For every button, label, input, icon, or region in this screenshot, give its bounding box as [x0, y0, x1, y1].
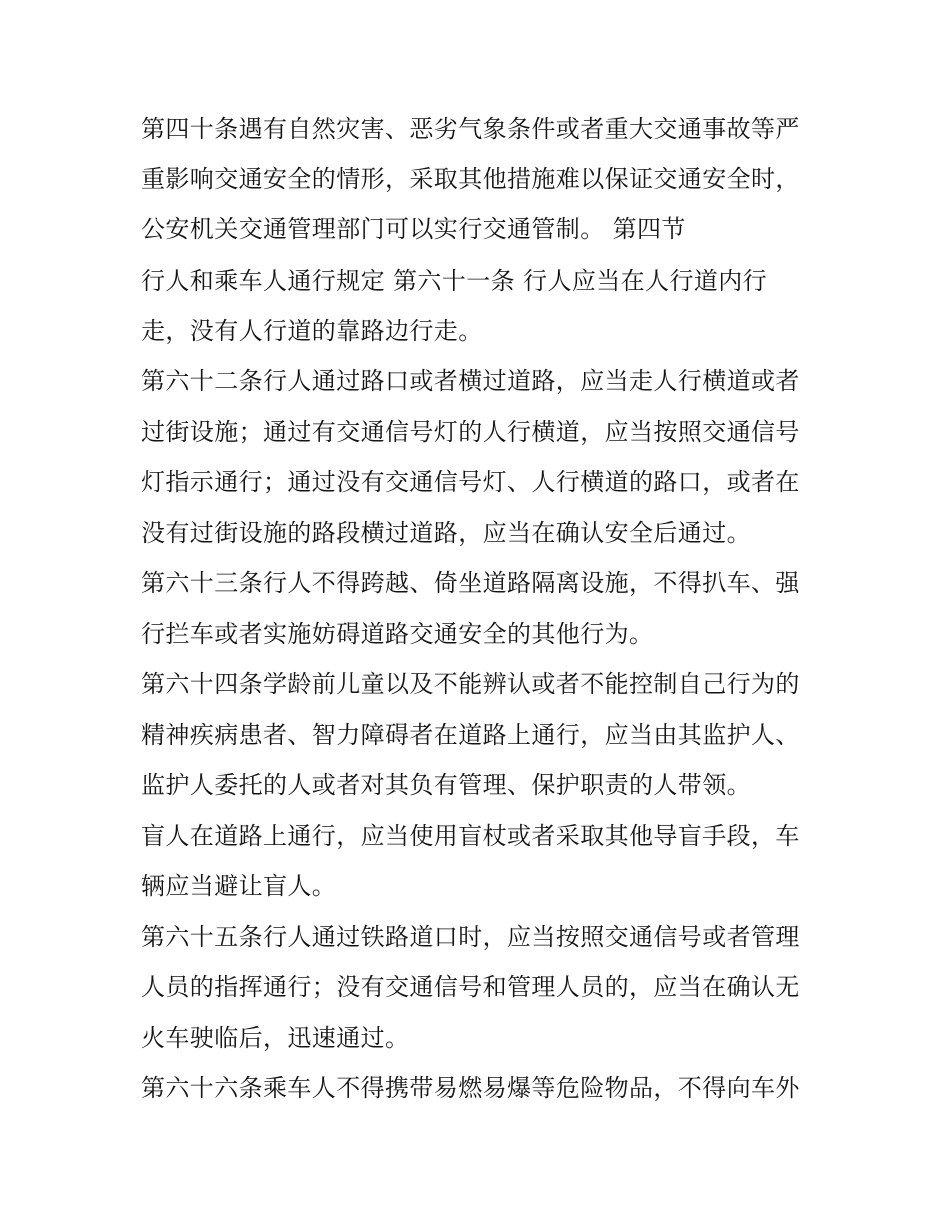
text-line: 公安机关交通管理部门可以实行交通管制。 第四节	[141, 215, 686, 243]
text-line: 第六十三条行人不得跨越、倚坐道路隔离设施，不得扒车、强	[141, 569, 800, 597]
text-line: 重影响交通安全的情形，采取其他措施难以保证交通安全时，	[141, 165, 800, 193]
text-line: 盲人在道路上通行，应当使用盲杖或者采取其他导盲手段，车	[141, 822, 800, 850]
text-line: 第六十二条行人通过路口或者横过道路，应当走人行横道或者	[141, 367, 800, 395]
text-line: 走，没有人行道的靠路边行走。	[141, 317, 483, 345]
text-line: 行拦车或者实施妨碍道路交通安全的其他行为。	[141, 620, 654, 648]
text-line: 行人和乘车人通行规定 第六十一条 行人应当在人行道内行	[141, 267, 768, 295]
text-line: 第六十五条行人通过铁路道口时，应当按照交通信号或者管理	[141, 923, 800, 951]
text-line: 辆应当避让盲人。	[141, 872, 337, 900]
text-line: 没有过街设施的路段横过道路，应当在确认安全后通过。	[141, 519, 751, 547]
text-line: 第六十四条学龄前儿童以及不能辨认或者不能控制自己行为的	[141, 670, 800, 698]
text-line: 火车驶临后，迅速通过。	[141, 1024, 410, 1052]
text-line: 过街设施；通过有交通信号灯的人行横道，应当按照交通信号	[141, 418, 800, 446]
text-line: 第六十六条乘车人不得携带易燃易爆等危险物品，不得向车外	[141, 1074, 800, 1102]
text-line: 精神疾病患者、智力障碍者在道路上通行，应当由其监护人、	[141, 721, 800, 749]
text-line: 第四十条遇有自然灾害、恶劣气象条件或者重大交通事故等严	[141, 115, 800, 143]
text-line: 监护人委托的人或者对其负有管理、保护职责的人带领。	[141, 771, 751, 799]
text-line: 灯指示通行；通过没有交通信号灯、人行横道的路口，或者在	[141, 468, 800, 496]
text-line: 人员的指挥通行；没有交通信号和管理人员的，应当在确认无	[141, 973, 800, 1001]
